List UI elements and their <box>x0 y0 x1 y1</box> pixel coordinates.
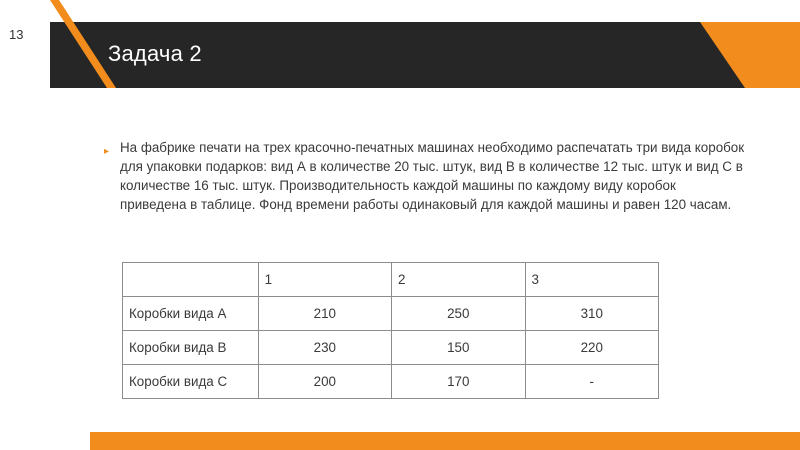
table-cell: 170 <box>392 365 525 399</box>
table-cell: 220 <box>525 331 659 365</box>
bullet-icon: ▸ <box>104 146 110 157</box>
productivity-table <box>122 262 659 399</box>
table-row <box>123 365 659 399</box>
table-row <box>123 297 659 331</box>
table-cell: - <box>525 365 659 399</box>
table-row <box>123 331 659 365</box>
table-cell: 250 <box>392 297 525 331</box>
table-cell: 200 <box>258 365 391 399</box>
row-label: Коробки вида А <box>123 297 259 331</box>
table-cell: 150 <box>392 331 525 365</box>
column-header-1: 1 <box>258 263 391 297</box>
body-paragraph: На фабрике печати на трех красочно-печатных машинах необходимо распечатать три вида коробок для упаковки подарков: вид А в количестве 20 тыс. штук, вид В в количестве 12 тыс. штук и вид С в количестве 16 тыс. штук. Производительность каждой машины по каждому виду коробок приведена в таблице. Фонд времени работы одинаковый для каждой машины и равен 120 часам. <box>120 140 745 212</box>
table-cell: 230 <box>258 331 391 365</box>
table-cell: 310 <box>525 297 659 331</box>
table-header-row <box>123 263 659 297</box>
row-label: Коробки вида В <box>123 331 259 365</box>
table-corner-cell <box>123 263 259 297</box>
table-cell: 210 <box>258 297 391 331</box>
column-header-3: 3 <box>525 263 659 297</box>
footer-accent-bar <box>90 432 800 450</box>
row-label: Коробки вида С <box>123 365 259 399</box>
slide-number: 13 <box>9 27 24 42</box>
slide-title: Задача 2 <box>108 41 202 66</box>
column-header-2: 2 <box>392 263 525 297</box>
